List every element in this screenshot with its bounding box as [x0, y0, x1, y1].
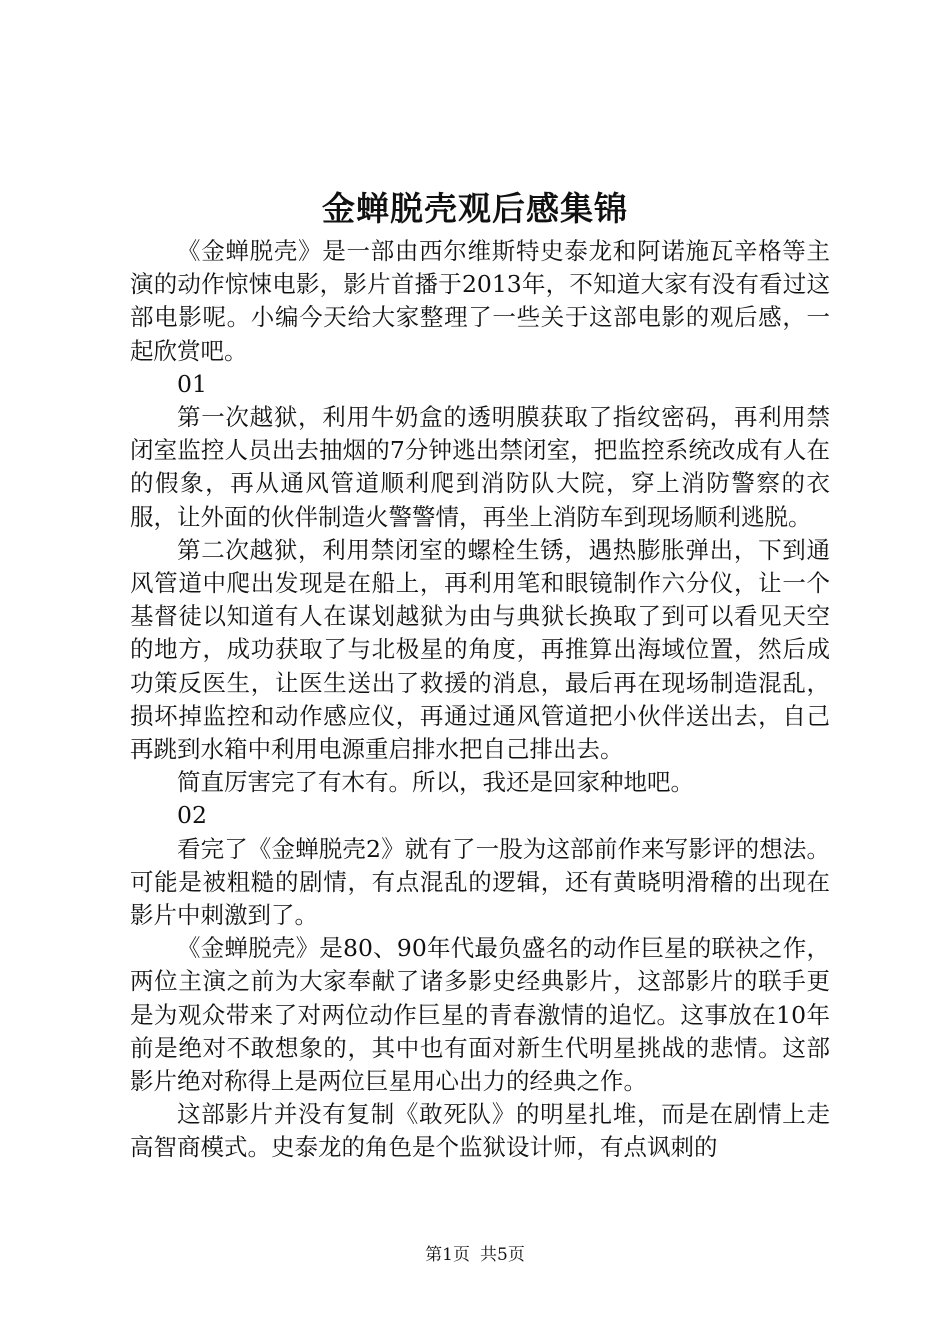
document-title: 金蝉脱壳观后感集锦	[322, 189, 628, 228]
plot-style-paragraph: 这部影片并没有复制《敢死队》的明星扎堆，而是在剧情上走高智商模式。史泰龙的角色是个监狱设计师，有点讽刺的	[130, 1100, 830, 1162]
intro-paragraph: 《金蝉脱壳》是一部由西尔维斯特史泰龙和阿诺施瓦辛格等主演的动作惊悚电影，影片首播于2013年，不知道大家有没有看过这部电影呢。小编今天给大家整理了一些关于这部电影的观后感，一起欣赏吧。	[130, 237, 830, 365]
section-number-01: 01	[177, 369, 207, 398]
sequel-review-paragraph: 看完了《金蝉脱壳2》就有了一股为这部前作来写影评的想法。可能是被粗糙的剧情，有点混乱的逻辑，还有黄晓明滑稽的出现在影片中刺激到了。	[130, 834, 830, 930]
page-footer	[0, 1243, 950, 1267]
section-number-02: 02	[177, 801, 207, 830]
document-body	[130, 235, 830, 1165]
page-total: 共5页	[480, 1245, 525, 1265]
first-escape-paragraph: 第一次越狱，利用牛奶盒的透明膜获取了指纹密码，再利用禁闭室监控人员出去抽烟的7分钟逃出禁闭室，把监控系统改成有人在的假象，再从通风管道顺利爬到消防队大院，穿上消防警察的衣服，让外面的伙伴制造火警警情，再坐上消防车到现场顺利逃脱。	[130, 403, 830, 531]
page-number: 第1页	[425, 1245, 470, 1265]
stars-collaboration-paragraph: 《金蝉脱壳》是80、90年代最负盛名的动作巨星的联袂之作，两位主演之前为大家奉献了诸多影史经典影片，这部影片的联手更是为观众带来了对两位动作巨星的青春激情的追忆。这事放在10年前是绝对不敢想象的，其中也有面对新生代明星挑战的悲情。这部影片绝对称得上是两位巨星用心出力的经典之作。	[130, 934, 830, 1096]
comment-paragraph: 简直厉害完了有木有。所以，我还是回家种地吧。	[177, 768, 694, 797]
second-escape-paragraph: 第二次越狱，利用禁闭室的螺栓生锈，遇热膨胀弹出，下到通风管道中爬出发现是在船上，再利用笔和眼镜制作六分仪，让一个基督徒以知道有人在谋划越狱为由与典狱长换取了到可以看见天空的地方，成功获取了与北极星的角度，再推算出海域位置，然后成功策反医生，让医生送出了救援的消息，最后再在现场制造混乱，损坏掉监控和动作感应仪，再通过通风管道把小伙伴送出去，自己再跳到水箱中利用电源重启排水把自己排出去。	[130, 535, 830, 764]
